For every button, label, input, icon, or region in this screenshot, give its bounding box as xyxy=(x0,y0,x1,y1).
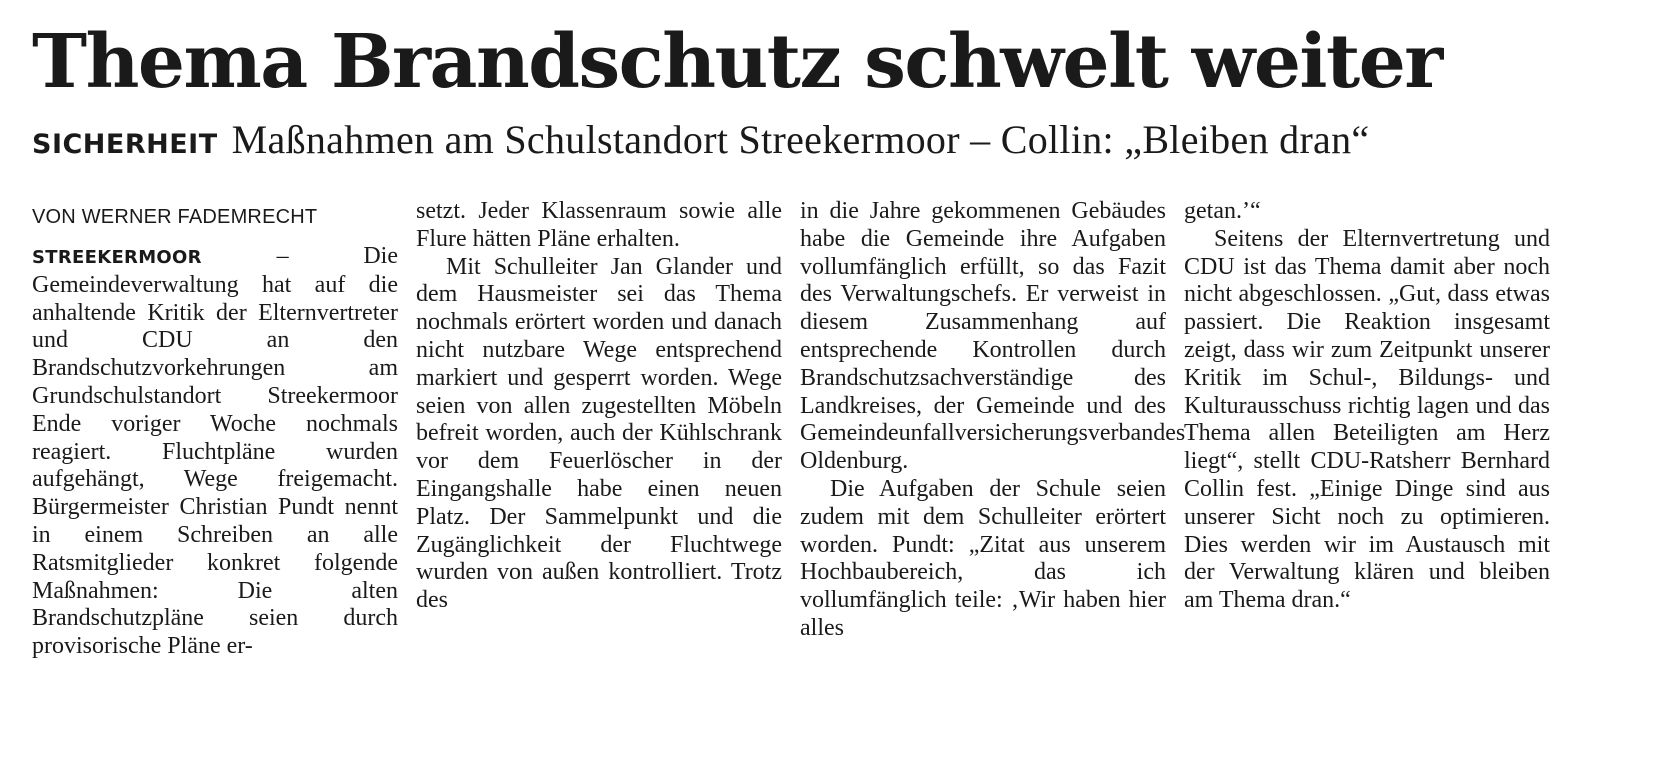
headline: Thema Brandschutz schwelt weiter xyxy=(32,19,1442,105)
column-1 xyxy=(32,205,398,661)
paragraph: setzt. Jeder Klassenraum sowie alle Flure hätten Pläne erhalten. xyxy=(416,198,782,252)
column-2 xyxy=(416,198,782,615)
kicker: SICHERHEIT xyxy=(32,129,218,160)
subtitle: Maßnahmen am Schulstandort Streekermoor – Collin: „Bleiben dran“ xyxy=(231,117,1370,162)
paragraph: Mit Schulleiter Jan Glander und dem Hausmeister sei das Thema nochmals erörtert worden und danach nicht nutzbare Wege entsprechend markiert und gesperrt worden. Wege seien von allen zugestellten Möbeln befreit worden, auch der Kühlschrank vor dem Feuerlöscher in der Eingangshalle habe einen neuen Platz. Der Sammelpunkt und die Zugänglichkeit der Fluchtwege wurden von außen kontrolliert. Trotz des xyxy=(416,253,782,614)
paragraph: Die Aufgaben der Schule seien zudem mit dem Schulleiter erörtert worden. Pundt: „Zitat aus unserem Hochbaubereich, das ich vollumfänglich teile: ‚Wir haben hier alles xyxy=(800,475,1166,641)
column-4 xyxy=(1184,198,1550,615)
dateline: STREEKERMOOR xyxy=(32,247,202,268)
paragraph: in die Jahre gekommenen Gebäudes habe die Gemeinde ihre Aufgaben vollumfänglich erfüllt, so das Fazit des Verwaltungschefs. Er verweist in diesem Zusammenhang auf entsprechende Kontrollen durch Brandschutzsachverständige des Landkreises, der Gemeinde und des Gemeindeunfallversicherungsverbandes Oldenburg. xyxy=(800,198,1186,475)
paragraph: getan.’“ xyxy=(1184,198,1261,224)
column-3 xyxy=(800,198,1186,643)
paragraph-text: – Die Gemeindeverwaltung hat auf die anhaltende Kritik der Elternvertreter und CDU an den Brandschutzvorkehrungen am Grundschulstandort Streekermoor Ende voriger Woche nochmals reagiert. Fluchtpläne wurden aufgehängt, Wege freigemacht. Bürgermeister Christian Pundt nennt in einem Schreiben an alle Ratsmitglieder konkret folgende Maßnahmen: Die alten Brandschutzpläne seien durch provisorische Pläne er- xyxy=(32,243,398,660)
subheadline xyxy=(32,116,1369,160)
paragraph xyxy=(32,243,398,661)
paragraph: Seitens der Elternvertretung und CDU ist das Thema damit aber noch nicht abgeschlossen. „Gut, dass etwas passiert. Die Reaktion insgesamt zeigt, dass wir zum Zeitpunkt unserer Kritik im Schul-, Bildungs- und Kulturausschuss richtig lagen und das Thema allen Beteiligten am Herz liegt“, stellt CDU-Ratsherr Bernhard Collin fest. „Einige Dinge sind aus unserer Sicht noch zu optimieren. Dies werden wir im Austausch mit der Verwaltung klären und bleiben am Thema dran.“ xyxy=(1184,225,1550,614)
byline: VON WERNER FADEMRECHT xyxy=(32,206,318,228)
